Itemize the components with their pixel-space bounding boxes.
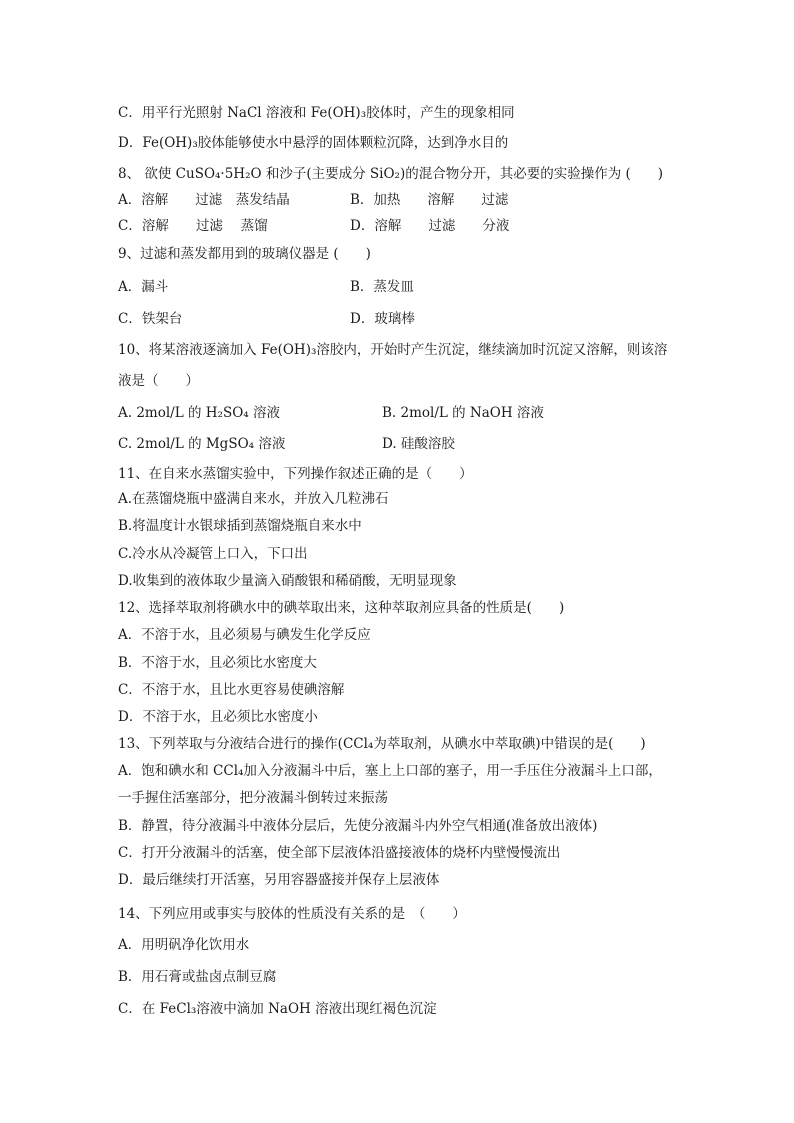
option-8d: D．溶解 过滤 分液 (350, 218, 510, 234)
question-8: 8、 欲使 CuSO₄·5H₂O 和沙子(主要成分 SiO₂)的混合物分开，其必要的实验操作为 ( ) (118, 166, 664, 182)
option-12c: C．不溶于水，且比水更容易使碘溶解 (118, 682, 345, 698)
option-11b: B.将温度计水银球插到蒸馏烧瓶自来水中 (118, 518, 362, 534)
option-row-8ab (118, 191, 509, 209)
option-11a: A.在蒸馏烧瓶中盛满自来水，并放入几粒沸石 (118, 491, 389, 507)
option-row-8cd (118, 217, 510, 235)
question-13: 13、下列萃取与分液结合进行的操作(CCl₄为萃取剂，从碘水中萃取碘)中错误的是( ) (118, 736, 646, 752)
option-12a: A．不溶于水，且必须易与碘发生化学反应 (118, 627, 371, 643)
option-9b: B．蒸发皿 (350, 279, 414, 295)
option-13a-cont: 一手握住活塞部分，把分液漏斗倒转过来振荡 (118, 790, 388, 806)
option-12b: B．不溶于水，且必须比水密度大 (118, 655, 317, 671)
option-7d: D．Fe(OH)₃胶体能够使水中悬浮的固体颗粒沉降，达到净水目的 (118, 135, 509, 151)
option-11d: D.收集到的液体取少量滴入硝酸银和稀硝酸，无明显现象 (118, 573, 457, 589)
option-10c: C. 2mol/L 的 MgSO₄ 溶液 (118, 436, 286, 452)
option-row-9ab (118, 278, 414, 296)
option-10d: D. 硅酸溶胶 (382, 436, 455, 452)
option-13b: B．静置，待分液漏斗中液体分层后，先使分液漏斗内外空气相通(准备放出液体) (118, 818, 598, 834)
option-13a: A．饱和碘水和 CCl₄加入分液漏斗中后，塞上上口部的塞子，用一手压住分液漏斗上口部， (118, 763, 662, 779)
option-13d: D．最后继续打开活塞，另用容器盛接并保存上层液体 (118, 872, 440, 888)
option-row-9cd (118, 310, 415, 328)
option-row-10ab (118, 404, 544, 422)
question-10: 10、将某溶液逐滴加入 Fe(OH)₃溶胶内，开始时产生沉淀，继续滴加时沉淀又溶解，则该溶 (118, 342, 668, 358)
question-12: 12、选择萃取剂将碘水中的碘萃取出来，这种萃取剂应具备的性质是( ) (118, 600, 565, 616)
option-8a: A．溶解 过滤 蒸发结晶 (118, 192, 290, 208)
option-14c: C．在 FeCl₃溶液中滴加 NaOH 溶液出现红褐色沉淀 (118, 1001, 437, 1017)
option-13c: C．打开分液漏斗的活塞，使全部下层液体沿盛接液体的烧杯内壁慢慢流出 (118, 845, 561, 861)
option-14a: A．用明矾净化饮用水 (118, 937, 250, 953)
option-row-10cd (118, 435, 455, 453)
option-8c: C．溶解 过滤 蒸馏 (118, 218, 268, 234)
option-10b: B. 2mol/L 的 NaOH 溶液 (382, 405, 544, 421)
question-11: 11、在自来水蒸馏实验中，下列操作叙述正确的是（ ） (118, 466, 473, 482)
option-11c: C.冷水从冷凝管上口入，下口出 (118, 546, 308, 562)
question-9: 9、过滤和蒸发都用到的玻璃仪器是 ( ) (118, 246, 371, 262)
question-14: 14、下列应用或事实与胶体的性质没有关系的是 （ ） (118, 906, 466, 922)
option-9a: A．漏斗 (118, 279, 169, 295)
option-14b: B．用石膏或盐卤点制豆腐 (118, 969, 277, 985)
option-10a: A. 2mol/L 的 H₂SO₄ 溶液 (118, 405, 280, 421)
option-9c: C．铁架台 (118, 311, 183, 327)
option-7c: C．用平行光照射 NaCl 溶液和 Fe(OH)₃胶体时，产生的现象相同 (118, 105, 515, 121)
option-12d: D．不溶于水，且必须比水密度小 (118, 709, 318, 725)
option-8b: B．加热 溶解 过滤 (350, 192, 509, 208)
question-10-cont: 液是（ ） (118, 373, 199, 389)
option-9d: D．玻璃棒 (350, 311, 415, 327)
